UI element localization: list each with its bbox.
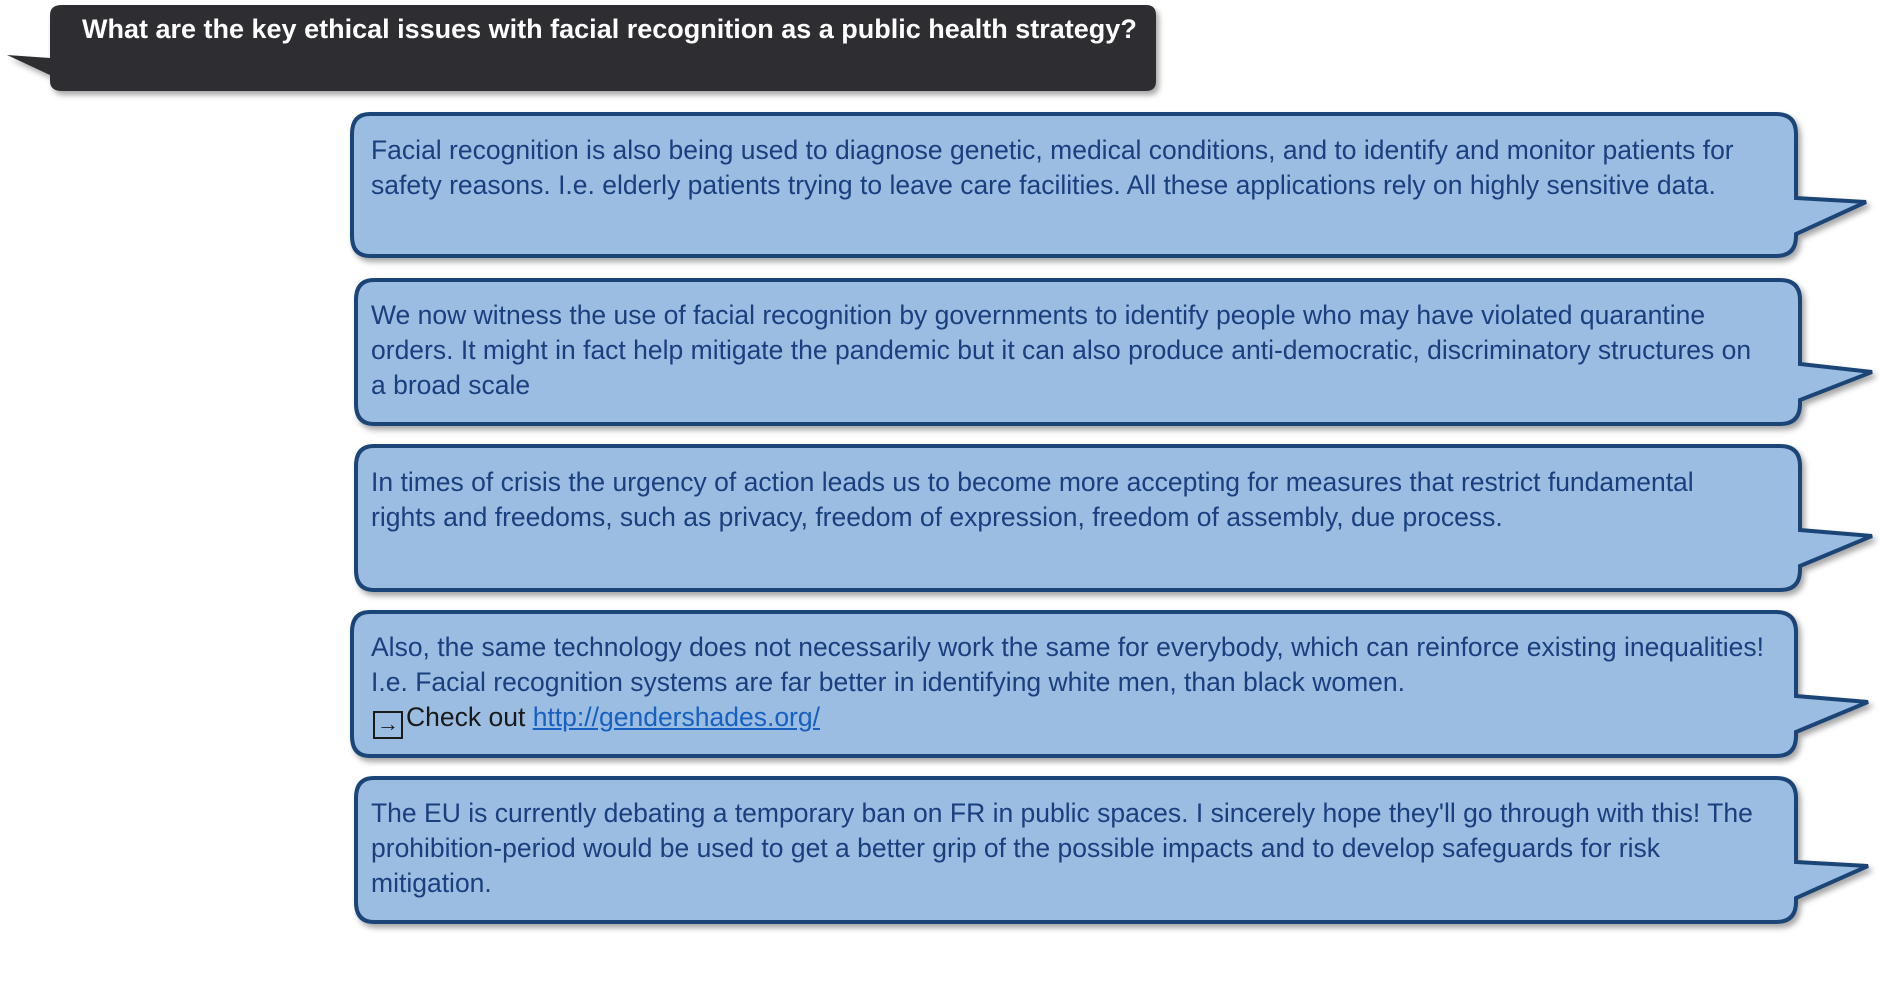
response-text-4: Also, the same technology does not necessarily work the same for everybody, which can reinforce existing inequalities! I.e. Facial recognition systems are far better in identifying white men, than black women. — [371, 632, 1764, 697]
response-text-5: The EU is currently debating a temporary ban on FR in public spaces. I sincerely hope they'll go through with this! The prohibition-period would be used to get a better grip of the possible impacts and to develop safeguards for risk mitigation. — [371, 798, 1753, 898]
response-block-4 — [371, 630, 1781, 739]
question-text: What are the key ethical issues with facial recognition as a public health strategy? — [82, 14, 1137, 44]
arrow-right-icon: → — [373, 711, 403, 739]
gendershades-link[interactable]: http://gendershades.org/ — [532, 702, 820, 732]
link-prefix: Check out — [406, 702, 526, 732]
response-text-1: Facial recognition is also being used to diagnose genetic, medical conditions, and to identify and monitor patients for safety reasons. I.e. elderly patients trying to leave care facilities. All these applications rely on highly sensitive data. — [371, 135, 1734, 200]
response-text-3: In times of crisis the urgency of action leads us to become more accepting for measures that restrict fundamental rights and freedoms, such as privacy, freedom of expression, freedom of assembly, due process. — [371, 467, 1694, 532]
response-text-2: We now witness the use of facial recognition by governments to identify people who may have violated quarantine orders. It might in fact help mitigate the pandemic but it can also produce anti-democratic, discriminatory structures on a broad scale — [371, 300, 1752, 400]
